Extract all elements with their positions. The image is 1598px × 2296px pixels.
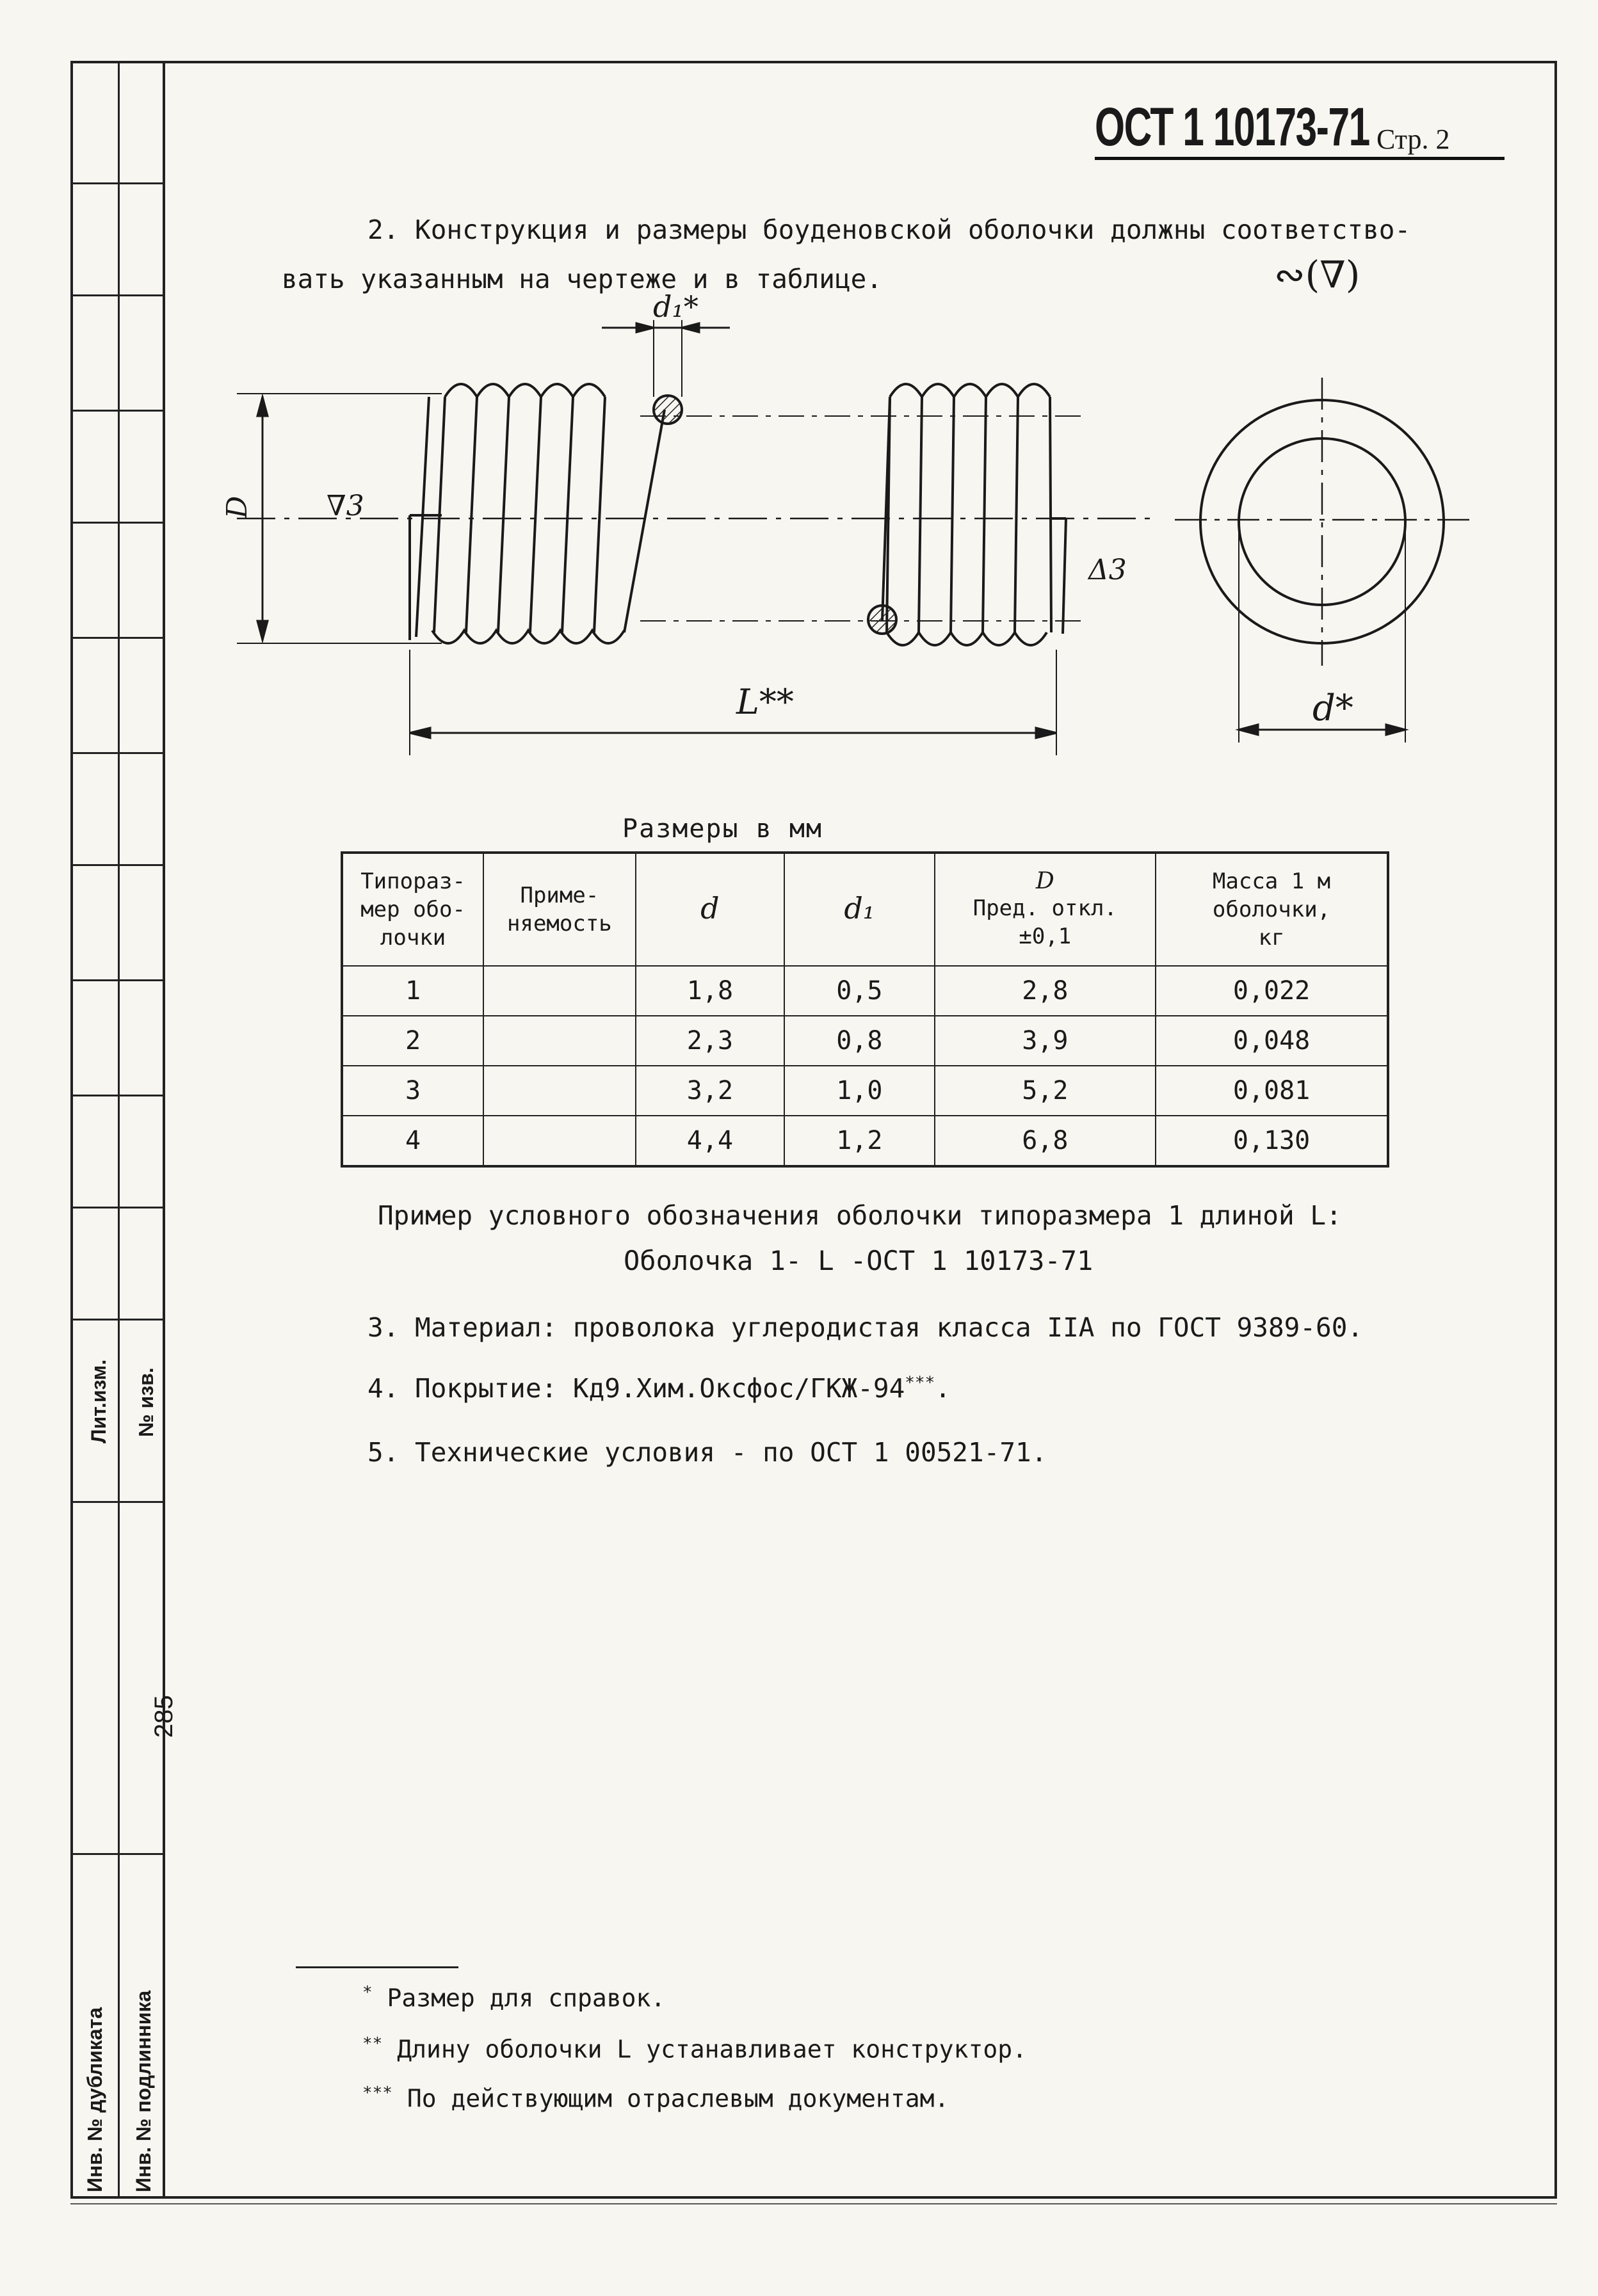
strip-divider [70,864,165,866]
cell-d1: 1,0 [784,1066,934,1116]
cell-D: 2,8 [935,966,1156,1016]
cell-typ: 4 [342,1116,483,1166]
footnote-rule [296,1966,458,1968]
section3-material: 3. Материал: проволока углеродистая класса IIА по ГОСТ 9389-60. [367,1312,1364,1343]
cell-typ: 1 [342,966,483,1016]
strip-divider [70,522,165,524]
wire-section-top [654,396,682,424]
strip-divider [70,637,165,639]
table-row [342,1066,1388,1116]
cell-typ: 3 [342,1066,483,1116]
cell-d1: 1,2 [784,1116,934,1166]
label-rough-right: Δ3 [1088,554,1127,586]
cell-use [483,1016,636,1066]
wire-section-bottom [868,606,896,634]
spring-drawing [221,282,1485,781]
label-rough-left: ∇3 [327,490,364,522]
cell-use [483,966,636,1016]
cell-d: 4,4 [636,1116,784,1166]
strip-divider [70,1501,165,1503]
strip-divider [70,979,165,981]
cell-mass: 0,130 [1156,1116,1388,1166]
cell-d1: 0,5 [784,966,934,1016]
cell-d: 1,8 [636,966,784,1016]
example-code: Оболочка 1- L -ОСТ 1 10173-71 [624,1245,1094,1276]
dimensions-table [341,851,1389,1168]
cell-D: 3,9 [935,1016,1156,1066]
footnote-1: * Размер для справок. [362,1983,666,2012]
side-strip [70,61,178,2199]
cell-d: 2,3 [636,1016,784,1066]
strip-divider [70,1853,165,1855]
label-d: d* [1312,687,1353,729]
section2-line1: 2. Конструкция и размеры боуденовской оболочки должны соответство- [367,214,1411,245]
strip-center-line [118,61,120,2199]
coil-top-right [890,384,1050,397]
table-row [342,966,1388,1016]
roughness-mark: ∾(∇) [1274,253,1360,296]
coil-bottom-right [887,632,1047,645]
strip-divider [70,410,165,412]
table-header-row [342,853,1388,966]
cell-mass: 0,048 [1156,1016,1388,1066]
section4-coating: 4. Покрытие: Кд9.Хим.Оксфос/ГКЖ-94***. [367,1373,951,1404]
cell-D: 5,2 [935,1066,1156,1116]
page-number: Стр. 2 [1376,124,1450,155]
table-row [342,1116,1388,1166]
header-typ: Типораз- мер обо- лочки [342,853,483,966]
coil-top-left [445,384,605,397]
table-caption: Размеры в мм [622,814,823,844]
label-L: L** [736,682,794,722]
header-mass: Масса 1 м оболочки, кг [1156,853,1388,966]
cell-mass: 0,081 [1156,1066,1388,1116]
header-use: Приме- няемость [483,853,636,966]
footnote-3: *** По действующим отраслевым документам. [362,2083,949,2113]
header-D: D Пред. откл. ±0,1 [935,853,1156,966]
document-code: ОСТ 1 10173-71 [1095,97,1369,157]
footnote-2: ** Длину оболочки L устанавливает конструктор. [362,2034,1027,2064]
cell-use [483,1116,636,1166]
cell-D: 6,8 [935,1116,1156,1166]
example-title: Пример условного обозначения оболочки типоразмера 1 длиной L: [378,1200,1342,1231]
bottom-rule [70,2203,1557,2204]
strip-divider [70,1207,165,1208]
section2-line2: вать указанным на чертеже и в таблице. [282,264,882,294]
cell-d1: 0,8 [784,1016,934,1066]
label-D: D [221,495,254,518]
cell-mass: 0,022 [1156,966,1388,1016]
strip-lit-label: Лит.изм. [87,1359,110,1443]
strip-doc-no-label: № изв. [134,1367,157,1437]
strip-divider [70,1095,165,1096]
strip-divider [70,182,165,184]
header-d: d [636,853,784,966]
strip-divider [70,294,165,296]
header-d1: d₁ [784,853,934,966]
inventory-number: 285 [150,1695,178,1738]
strip-inv-dup-label: Инв. № дубликата [83,2007,106,2192]
cell-typ: 2 [342,1016,483,1066]
header-underline [1095,157,1505,160]
label-d1: d₁* [653,289,698,324]
cell-d: 3,2 [636,1066,784,1116]
cell-use [483,1066,636,1116]
strip-inv-orig-label: Инв. № подлинника [132,1990,155,2192]
strip-divider [70,752,165,754]
section5-conditions: 5. Технические условия - по ОСТ 1 00521-71. [367,1437,1047,1468]
table-row [342,1016,1388,1066]
strip-divider [70,1319,165,1321]
